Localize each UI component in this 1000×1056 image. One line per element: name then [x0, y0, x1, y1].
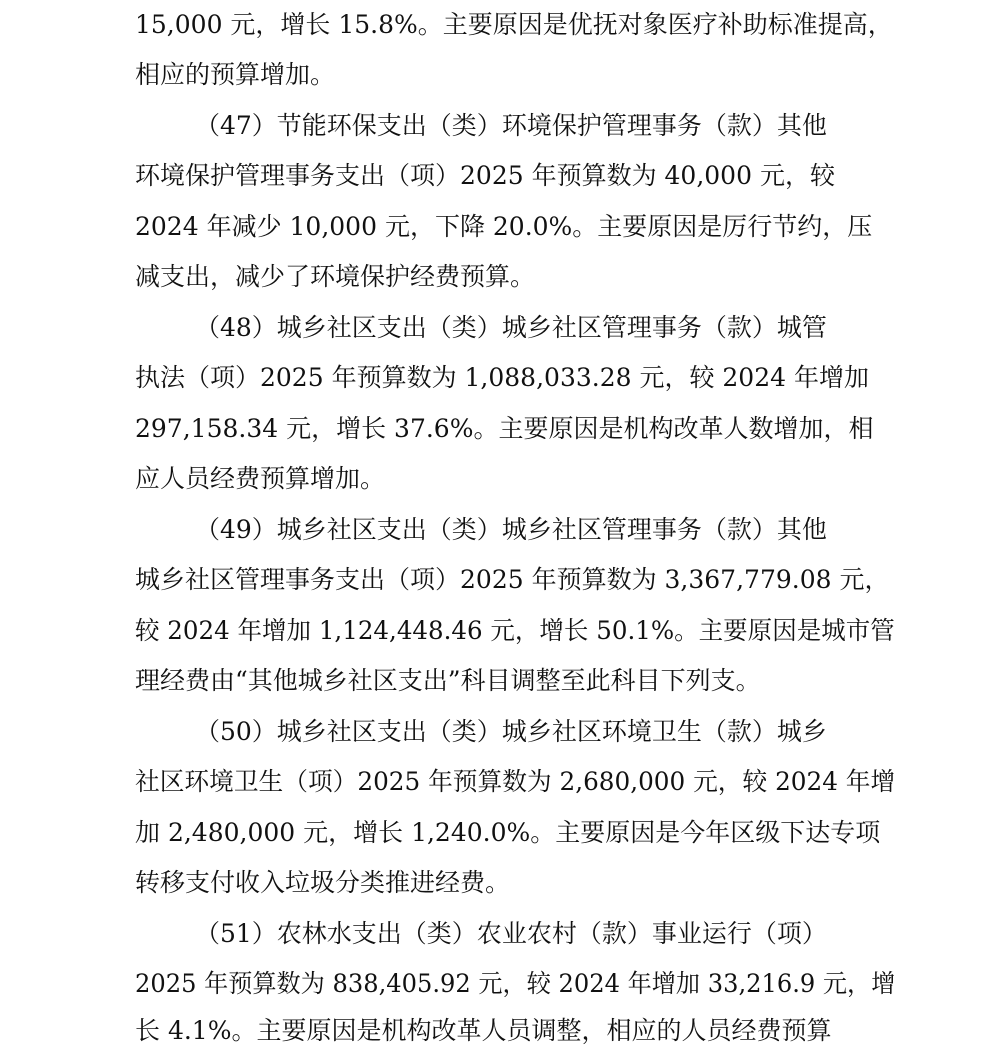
- paragraph-47-first-line: （47）节能环保支出（类）环境保护管理事务（款）其他: [195, 111, 827, 140]
- text-line-6: 减支出，减少了环境保护经费预算。: [135, 262, 536, 291]
- paragraph-51-first-line: （51）农林水支出（类）农业农村（款）事业运行（项）: [195, 919, 827, 948]
- text-line-4: 环境保护管理事务支出（项）2025 年预算数为 40,000 元，较: [135, 161, 835, 190]
- paragraph-49-first-line: （49）城乡社区支出（类）城乡社区管理事务（款）其他: [195, 515, 827, 544]
- text-line-10: 应人员经费预算增加。: [135, 464, 386, 493]
- text-line-20: 2025 年预算数为 838,405.92 元，较 2024 年增加 33,216.9 元，增: [135, 969, 896, 998]
- text-line-14: 理经费由“其他城乡社区支出”科目调整至此科目下列支。: [135, 666, 761, 695]
- text-line-5: 2024 年减少 10,000 元，下降 20.0%。主要原因是厉行节约，压: [135, 212, 873, 241]
- paragraph-48-first-line: （48）城乡社区支出（类）城乡社区管理事务（款）城管: [195, 313, 827, 342]
- text-line-16: 社区环境卫生（项）2025 年预算数为 2,680,000 元，较 2024 年增: [135, 767, 896, 796]
- text-line-12: 城乡社区管理事务支出（项）2025 年预算数为 3,367,779.08 元，: [135, 565, 890, 594]
- paragraph-50-first-line: （50）城乡社区支出（类）城乡社区环境卫生（款）城乡: [195, 717, 827, 746]
- text-line-8: 执法（项）2025 年预算数为 1,088,033.28 元，较 2024 年增加: [135, 363, 869, 392]
- text-line-2: 相应的预算增加。: [135, 60, 336, 89]
- text-line-13: 较 2024 年增加 1,124,448.46 元，增长 50.1%。主要原因是城市管: [135, 616, 895, 645]
- text-line-17: 加 2,480,000 元，增长 1,240.0%。主要原因是今年区级下达专项: [135, 818, 881, 847]
- text-line-9: 297,158.34 元，增长 37.6%。主要原因是机构改革人数增加，相: [135, 414, 874, 443]
- text-line-21: 长 4.1%。主要原因是机构改革人员调整，相应的人员经费预算: [135, 1016, 832, 1045]
- text-line-18: 转移支付收入垃圾分类推进经费。: [135, 868, 511, 897]
- text-line-1: 15,000 元，增长 15.8%。主要原因是优抚对象医疗补助标准提高，: [135, 10, 893, 39]
